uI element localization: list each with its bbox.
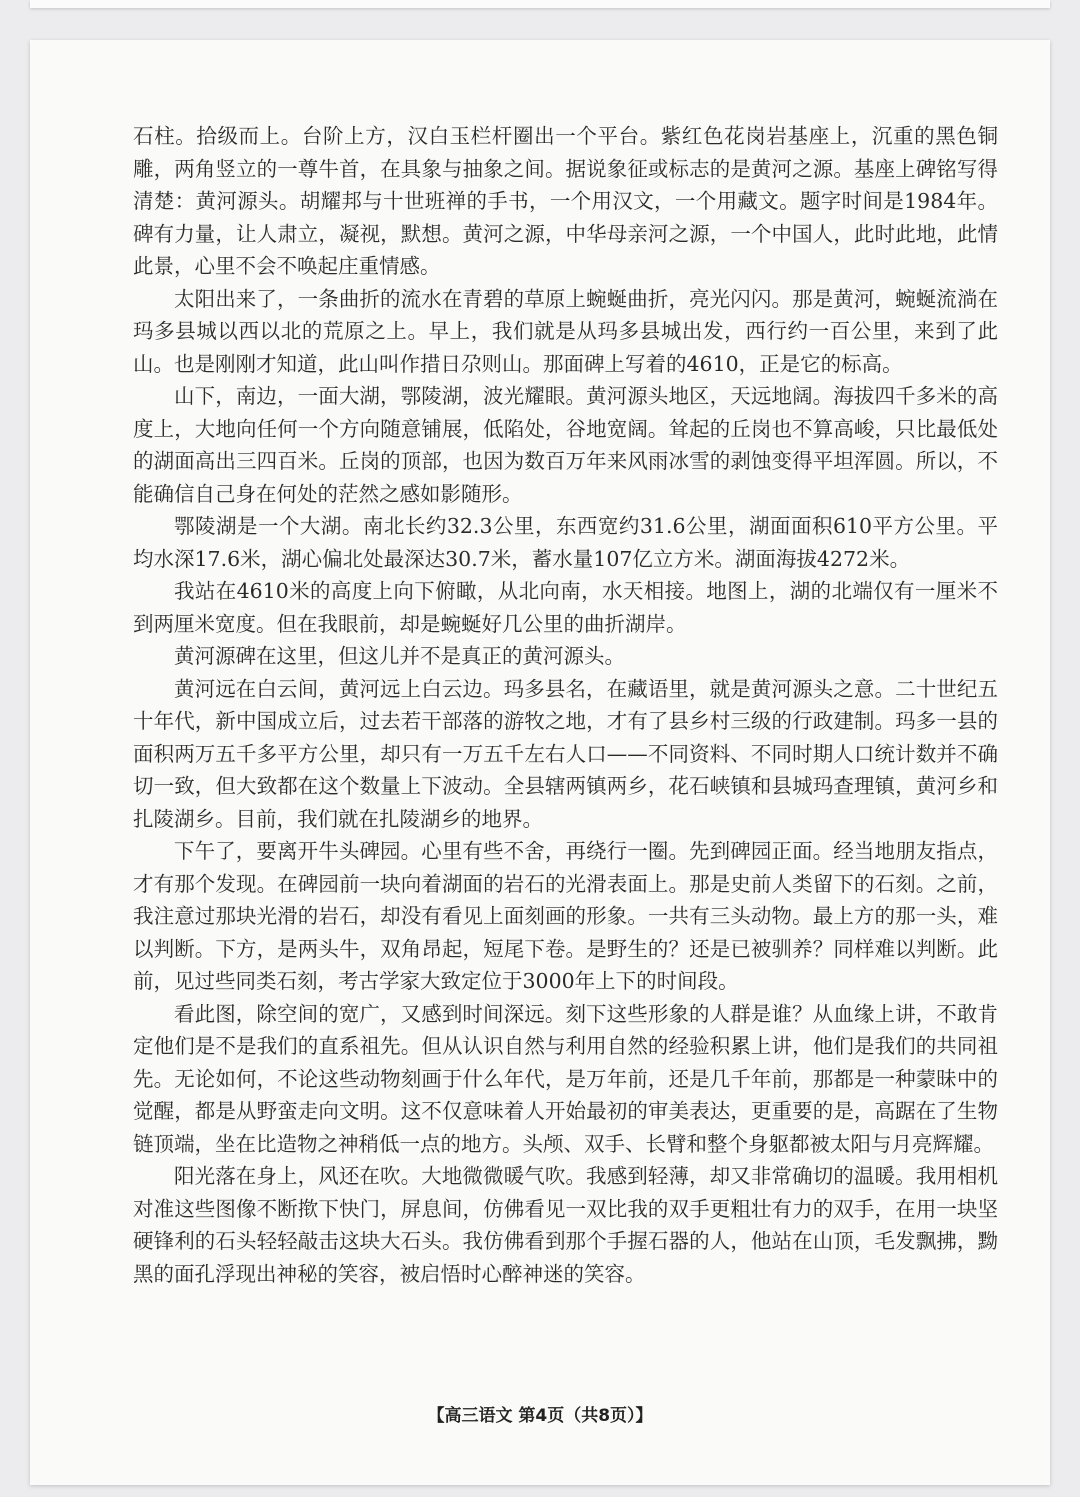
paragraph: 黄河源碑在这里，但这儿并不是真正的黄河源头。 xyxy=(174,644,625,668)
paragraph: 我站在4610米的高度上向下俯瞰，从北向南，水天相接。地图上，湖的北端仅有一厘米不到两厘米宽度。但在我眼前，却是蜿蜒好几公里的曲折湖岸。 xyxy=(133,579,998,636)
paragraph: 太阳出来了，一条曲折的流水在青碧的草原上蜿蜒曲折，亮光闪闪。那是黄河，蜿蜒流淌在玛多县城以西以北的荒原之上。早上，我们就是从玛多县城出发，西行约一百公里，来到了此山。也是刚刚才知道，此山叫作措日尕则山。那面碑上写着的4610，正是它的标高。 xyxy=(133,286,998,376)
exam-page xyxy=(30,40,1050,1485)
paragraph: 山下，南边，一面大湖，鄂陵湖，波光耀眼。黄河源头地区，天远地阔。海拔四千多米的高度上，大地向任何一个方向随意铺展，低陷处，谷地宽阔。耸起的丘岗也不算高峻，只比最低处的湖面高出三四百米。丘岗的顶部，也因为数百万年来风雨冰雪的剥蚀变得平坦浑圆。所以，不能确信自己身在何处的茫然之感如影随形。 xyxy=(133,384,998,506)
previous-page-edge xyxy=(30,0,1050,8)
paragraph: 下午了，要离开牛头碑园。心里有些不舍，再绕行一圈。先到碑园正面。经当地朋友指点，才有那个发现。在碑园前一块向着湖面的岩石的光滑表面上。那是史前人类留下的石刻。之前，我注意过那块光滑的岩石，却没有看见上面刻画的形象。一共有三头动物。最上方的那一头，难以判断。下方，是两头牛，双角昂起，短尾下卷。是野生的？还是已被驯养？同样难以判断。此前，见过些同类石刻，考古学家大致定位于3000年上下的时间段。 xyxy=(133,839,998,993)
paragraph: 看此图，除空间的宽广，又感到时间深远。刻下这些形象的人群是谁？从血缘上讲，不敢肯定他们是不是我们的直系祖先。但从认识自然与利用自然的经验积累上讲，他们是我们的共同祖先。无论如何，不论这些动物刻画于什么年代，是万年前，还是几千年前，那都是一种蒙昧中的觉醒，都是从野蛮走向文明。这不仅意味着人开始最初的审美表达，更重要的是，高踞在了生物链顶端，坐在比造物之神稍低一点的地方。头颅、双手、长臂和整个身躯都被太阳与月亮辉耀。 xyxy=(133,1001,998,1156)
page-footer: 【高三语文 第4页（共8页）】 xyxy=(427,1406,653,1426)
paragraph: 石柱。拾级而上。台阶上方，汉白玉栏杆圈出一个平台。紫红色花岗岩基座上，沉重的黑色铜雕，两角竖立的一尊牛首，在具象与抽象之间。据说象征或标志的是黄河之源。基座上碑铭写得清楚：黄河源头。胡耀邦与十世班禅的手书，一个用汉文，一个用藏文。题字时间是1984年。碑有力量，让人肃立，凝视，默想。黄河之源，中华母亲河之源，一个中国人，此时此地，此情此景，心里不会不唤起庄重情感。 xyxy=(133,124,998,278)
paragraph: 鄂陵湖是一个大湖。南北长约32.3公里，东西宽约31.6公里，湖面面积610平方公里。平均水深17.6米，湖心偏北处最深达30.7米，蓄水量107亿立方米。湖面海拔4272米。 xyxy=(133,514,998,571)
article-body xyxy=(133,120,998,1290)
paragraph: 黄河远在白云间，黄河远上白云边。玛多县名，在藏语里，就是黄河源头之意。二十世纪五十年代，新中国成立后，过去若干部落的游牧之地，才有了县乡村三级的行政建制。玛多一县的面积两万五千多平方公里，却只有一万五千左右人口——不同资料、不同时期人口统计数并不确切一致，但大致都在这个数量上下波动。全县辖两镇两乡，花石峡镇和县城玛查理镇，黄河乡和扎陵湖乡。目前，我们就在扎陵湖乡的地界。 xyxy=(133,676,998,831)
paragraph: 阳光落在身上，风还在吹。大地微微暖气吹。我感到轻薄，却又非常确切的温暖。我用相机对准这些图像不断揿下快门，屏息间，仿佛看见一双比我的双手更粗壮有力的双手，在用一块坚硬锋利的石头轻轻敲击这块大石头。我仿佛看到那个手握石器的人，他站在山顶，毛发飘拂，黝黑的面孔浮现出神秘的笑容，被启悟时心醉神迷的笑容。 xyxy=(133,1164,998,1286)
